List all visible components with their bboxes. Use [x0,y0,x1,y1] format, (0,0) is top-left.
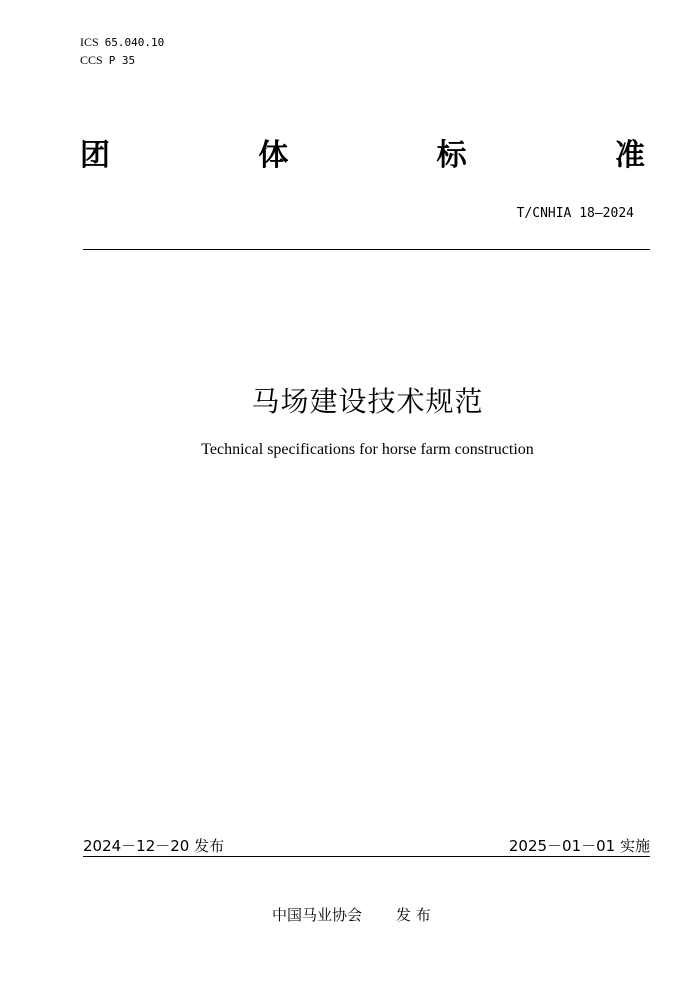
publisher-action: 发 布 [396,906,431,924]
doc-type-char-4: 准 [614,138,645,173]
title-english: Technical specifications for horse farm construction [201,441,534,458]
doc-type-char-3: 标 [436,138,467,173]
top-divider [83,249,650,250]
ics-label: ICS [80,35,99,49]
publisher-name: 中国马业协会 [272,906,363,924]
doc-type-heading [80,132,645,172]
ics-code: 65.040.10 [104,36,165,49]
ccs-code: P 35 [108,54,136,67]
publish-date: 2024－12－20 发布 [83,837,225,855]
publisher-line [272,904,431,925]
ics-line [80,34,164,51]
doc-type-char-1: 团 [80,138,110,173]
ccs-line [80,52,135,69]
ccs-label: CCS [80,53,103,67]
standard-number: T/CNHIA 18—2024 [516,206,634,221]
doc-type-char-2: 体 [258,138,289,173]
implement-date: 2025－01－01 实施 [508,837,650,855]
bottom-divider [83,856,650,857]
title-chinese: 马场建设技术规范 [251,385,484,418]
